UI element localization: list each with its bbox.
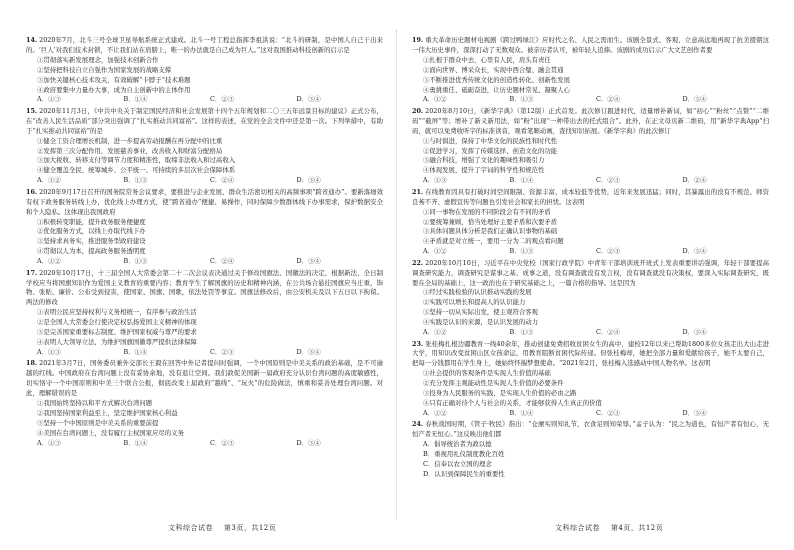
answer-choice: A．①② [423, 247, 447, 256]
answer-choice: A．①③ [423, 176, 447, 185]
statement-option: ④表明人大领导立法，为维护国旗国徽尊严提供法律保障 [37, 337, 197, 346]
statement-option: ④健全覆盖全民、统筹城乡、公平统一、可持续的多层次社会保障体系 [37, 166, 236, 175]
answer-choice: D．②④ [682, 176, 707, 185]
statement-option: ③加大税收、转移支付等调节力度和精准性，取缔非法收入和过高收入 [37, 156, 236, 165]
question-number: 21. [412, 187, 424, 196]
question-stem [26, 36, 383, 56]
question-22 [412, 259, 769, 338]
left-page-footer: 文科综合试卷 第3页，共12页 [168, 524, 277, 532]
statement-option: ④体现发展，提升了字词的科学性和规范性 [423, 166, 545, 175]
answer-choice: B．①④ [123, 438, 148, 447]
question-15 [26, 107, 383, 186]
statement-option: ③是完善国家重要标志制度、维护国家权威与尊严的要求 [37, 328, 197, 337]
statement-option: D．认识到保障民生的重要性 [423, 469, 505, 478]
question-stem [26, 359, 383, 399]
statement-option: ①我国始终坚持以和平方式解决台湾问题 [37, 399, 153, 407]
answer-choices [26, 257, 383, 267]
statement-option: ②充分发挥主观能动性是实现人生价值的必要条件 [423, 379, 564, 388]
question-18 [26, 359, 383, 448]
right-page-footer: 文科综合试卷 第4页，共12页 [555, 524, 664, 532]
statement-option: ①社会提供的客观条件是实现人生价值的基础 [423, 369, 551, 378]
answer-choice: C．②④ [210, 257, 235, 266]
question-23 [412, 340, 769, 419]
answer-choice: D．③④ [682, 408, 707, 417]
statement-option: ②实践可以增长和提高人的认识能力 [423, 298, 526, 307]
answer-choice: C．②③ [210, 438, 235, 447]
question-text: 2020年10月17日，十三届全国人大常委会第二十二次会议表决通过关于修改国旗法、国徽法的决定，根据新法，全日制学校应当将国旗知识作为爱国主义教育的重要内容；教育学生了解国旗的历史和精神内涵、在公共场合悬挂国旗应当庄重，饰物、张贴、廉价、公布受到侵害，使国家、国旗、国歌，依法处罚等事宜。国旗法修改后，由公安机关及以下五日以下拘留。两法的修改 [26, 268, 383, 307]
answer-choice: C．②③ [210, 347, 235, 356]
answer-choice: C．②③ [210, 95, 235, 104]
statement-option: ③融合科技，增强了文化的趣味性和吸引力 [423, 156, 545, 165]
question-21 [412, 188, 769, 257]
question-text: 2020年9月17日召开的国务院常务会议要求，要推进与企业发展、群众生活密切相关的高频事项“跨省通办”。要新落细效有权下政务服务转线上办，优化线上办理方式，使“跨省通办”便捷、易操作，同时保障少数群体线下办事需求，保护数据安全和个人隐私。这体现出我国政府 [26, 187, 383, 216]
answer-choice: B．①③ [509, 95, 534, 104]
answer-choice: A．①② [423, 328, 447, 337]
question-text: 在线教育因具有打破时间空间限制、资源丰富、成本较低等优势，近年来发展迅猛；同时，其暴露出的没有不规范、师资良莠不齐、虚假宣传等问题也引发社会和家长的担忧。这表明 [412, 187, 769, 206]
statement-option: ②是全国人大常委会行使决定权弘扬爱国主义精神的体现 [37, 318, 197, 327]
question-stem [412, 188, 769, 208]
answer-choice: A．①③ [37, 95, 61, 104]
statement-option: ①与时俱进，保持了中华文化的民族性和时代性 [423, 136, 558, 145]
question-number: 15. [26, 106, 38, 115]
question-number: 16. [26, 187, 38, 196]
question-stem [26, 188, 383, 218]
question-number: 20. [412, 106, 424, 115]
statement-option: ①健全工资合理增长机制，进一步提高劳动报酬在再分配中的比重 [37, 136, 223, 145]
question-number: 22. [412, 258, 424, 267]
question-text: 2020年11月3日，《中共中央关于制定国民经济和社会发展第十四个五年规划和二〇三五年远景目标的建议》正式公布，在“改善人民生活品质”部分突出强调了“扎实推动共同富裕”。这样的表述，在党的全会文件中还是第一次。下列举措中，有助于“扎实推动共同富裕”的是 [26, 106, 383, 135]
answer-choices [26, 348, 383, 358]
question-19 [412, 36, 769, 105]
page-divider [396, 30, 397, 520]
question-text: 春秋战国时期，《管子·牧民》指出：“仓廪实则知礼节，衣食足则知荣辱。”孟子认为：“民之为道也，有恒产者有恒心，无恒产者无恒心。”这反映出他们都 [412, 420, 769, 439]
question-stem [412, 420, 769, 440]
statement-option: ①同一事物在发展的不同阶段会有不同的矛盾 [423, 207, 551, 216]
answer-choice: C．②③ [596, 176, 621, 185]
statement-option: ①扎根于群众中去，心里有人民，肩头有责任 [423, 55, 551, 64]
question-24 [412, 420, 769, 479]
statement-option: ②我国坚持国家利益至上，坚定维护国家核心利益 [37, 408, 178, 417]
answer-choice: D．③④ [296, 257, 321, 266]
answer-choice: C．②④ [596, 95, 621, 104]
statement-option: ①积极转变职能，提升政务服务便捷度 [37, 217, 146, 226]
statement-option: ②坚持把科技自立自强作为国家发展的战略支撑 [37, 65, 172, 74]
answer-choice: D．③④ [682, 247, 707, 256]
statement-option: ④政府要集中力量办大事，成为自主创新中的主体作用 [37, 85, 191, 94]
answer-choices [412, 176, 769, 186]
statement-option: ②面向世界、博采众长，实现中西合璧、融会贯通 [423, 65, 564, 74]
question-number: 19. [412, 36, 424, 44]
answer-choice: B．①③ [123, 257, 148, 266]
question-stem [412, 36, 769, 56]
answer-choice: D．③④ [682, 95, 707, 104]
statement-option: ④勇挑重任、砥砺奋进，让历史题材常见、凝聚人心 [423, 85, 570, 94]
question-text: 张桂梅扎根边疆教育一线40余年，推动创建免费招收贫困女生的高中，建校12年以来已帮助1800多位女孩走出大山走进大学，用知识改变贫困山区女孩命运，用教育阻断贫困代际传递。但张桂梅却，她把全部力量和爱献给孩子，她不太要自己，把每一分钱都用在学生身上，她始终怀揣梦想使命。“2021年2月，张桂梅入选感动中国人物名单。这表明 [412, 339, 769, 368]
right-page-column [412, 36, 769, 481]
question-number: 24. [412, 420, 424, 429]
statement-option: ④美国在台湾问题上，没有履行主权国家应尽的义务 [37, 428, 184, 437]
statement-option: ④实践是认识的来源，是认识发展的动力 [423, 318, 539, 327]
answer-choices [26, 439, 383, 449]
question-stem [412, 340, 769, 370]
question-number: 18. [26, 359, 38, 368]
question-text: 重大革命历史题材电视剧《跨过鸭绿江》应时代之名、人民之需而生。该剧全景式、客观、立意高远地再现了抗美援朝这一伟大历史事件，深深打动了无数观众。被亲历者认可，被年轻人追捧。该剧的成功启示广大文艺创作者要 [412, 36, 769, 54]
statement-option: ①经过实践检验的认识推动实践的发展 [423, 288, 532, 297]
statement-option: ④只有正确对待个人与社会的关系，才能够获得人生真正的价值 [423, 399, 602, 407]
answer-choices [412, 328, 769, 338]
statement-option: ①贯彻落实新发展理念，加强技术创新合作 [37, 55, 159, 64]
answer-choice: B．①④ [509, 176, 534, 185]
statement-option: ①表明公民应坚持权利与义务相统一，有序参与政治生活 [37, 308, 197, 317]
question-text: 2020年7月，北斗三号全球卫星导航系统正式建成。北斗一号工程总指挥李祖洪说：“北斗的研制，是中国人自己干出来的。‘巨人’对我们技术封锁，不让我们站在肩膀上，唯一的办法就是自己成为巨人。”这对我国推动科技创新的启示是 [26, 36, 383, 54]
question-20 [412, 107, 769, 186]
statement-option: ③不断推进优秀传统文化的创造性转化、创新性发展 [423, 75, 570, 84]
answer-choice: A．①② [423, 408, 447, 417]
statement-option: B．重视用礼仪制度教化百姓 [423, 450, 505, 459]
statement-option: C．信奉以农立国的理念 [423, 460, 492, 469]
statement-option: ③具体问题具体分析是我们正确认识事物的基础 [423, 227, 558, 236]
statement-option: ④矛盾就是对立统一，要用一分为二的观点看问题 [423, 237, 564, 246]
answer-choice: D．③④ [682, 328, 707, 337]
answer-choice: A．①③ [37, 438, 61, 447]
answer-choices [412, 247, 769, 257]
statement-option: ③加快关键核心技术攻关，有效破解“卡脖子”技术难题 [37, 75, 191, 84]
statement-option: ③坚持求真务实，推进服务型政府建设 [37, 237, 146, 246]
question-text: 2020年8月10日，《新华字典》（第12版）正式首发。此次修订跟进时代，适量增补新词，如“初心”“粉丝”“点赞”“二维码”“截屏”等；增补了新义新用法，如“粉”出现“一种带出去的托式组合”。此外，在正文母页新二维码，用“新华字典App”扫码，就可以免费收听字的标准读音，观看笔顺动画，查找知识拓展。《新华字典》的此次修订 [412, 106, 769, 135]
question-number: 14. [26, 36, 38, 44]
question-number: 23. [412, 339, 424, 348]
answer-choice: A．①② [423, 95, 447, 104]
answer-choices [412, 409, 769, 419]
statement-option: ②优化服务方式，以线上办取代线下办 [37, 227, 146, 236]
answer-choice: B．①④ [123, 347, 148, 356]
question-14 [26, 36, 383, 105]
answer-choice: A．①② [37, 257, 61, 266]
statement-option: A．倡导统治者为政以德 [423, 440, 492, 449]
answer-choice: D．③④ [296, 347, 321, 356]
answer-choice: B．①③ [123, 176, 148, 185]
answer-choice: C．②④ [210, 176, 235, 185]
answer-choice: A．①② [37, 176, 61, 185]
left-page-column [26, 36, 383, 450]
question-text: 2020年10月10日，习近平在中央党校（国家行政学院）中青年干部培训班开班式上发表重要讲话强调，年轻干部要提高调查研究能力，调查研究是谋事之基、成事之道，没有调查就没有发言权，没有调查就没有决策权，要深入实际调查研究，既要在全局的基础上，这一政治也在于研究基础之上，一篇合格的指导。这是因为 [412, 258, 769, 287]
answer-choice: D．③④ [296, 438, 321, 447]
question-17 [26, 269, 383, 358]
answer-choices [26, 95, 383, 105]
answer-choice: D．③④ [296, 95, 321, 104]
answer-choice: C．②③ [596, 408, 621, 417]
answer-choice: B．①④ [509, 408, 534, 417]
question-stem [26, 269, 383, 309]
question-stem [412, 107, 769, 137]
statement-option: ④贯彻以人为本，提高政务服务透明度 [37, 247, 146, 256]
answer-choices [26, 176, 383, 186]
answer-choice: A．①③ [37, 347, 61, 356]
question-stem [412, 259, 769, 289]
statement-option: ③坚持一个中国原则是中美关系的重要前提 [37, 418, 159, 427]
answer-choices [412, 95, 769, 105]
statement-option: ③坚持一切从实际出发，使主观符合客观 [423, 308, 539, 317]
statement-option: ③投身为人民服务的实践，是实现人生价值的必由之路 [423, 389, 577, 398]
question-16 [26, 188, 383, 267]
answer-choice: D．③④ [296, 176, 321, 185]
statement-option: ②要统筹兼顾，恰当处理好主要矛盾和次要矛盾 [423, 217, 558, 226]
answer-choice: C．②③ [596, 247, 621, 256]
answer-choice: B．①③ [509, 328, 534, 337]
statement-option: ②发挥第三次分配作用，发展慈善事业，改善收入和财富分配格局 [37, 146, 223, 155]
question-stem [26, 107, 383, 137]
answer-choice: B．①④ [123, 95, 148, 104]
statement-option: ②促进学习，发挥了传媒选择、创造文化的功能 [423, 146, 558, 155]
answer-choice: B．①③ [509, 247, 534, 256]
question-number: 17. [26, 268, 38, 277]
question-text: 2021年3月7日，国务委员兼外交部长王毅在回答中外记者提问时强调，一个中国原则是中美关系的政治基础，是不可逾越的红线。中国政府在台湾问题上没有妥协余地，没有退让空间。我们敦促美国新一届政府充分认识台湾问题的高度敏感性，切实恪守一个中国原则和中美三个联合公报，彻底改变上届政府“越线”、“玩火”的危险做法，慎重和妥善处理台湾问题。对此，理解错误的是 [26, 359, 383, 398]
answer-choice: C．②④ [596, 328, 621, 337]
